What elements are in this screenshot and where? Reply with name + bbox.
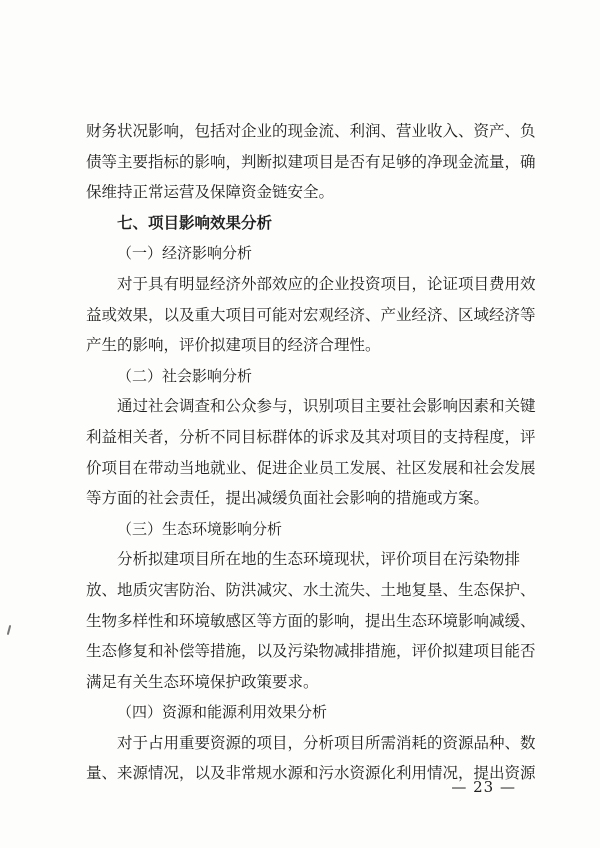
text-line: 放、地质灾害防治、防洪减灾、水土流失、土地复垦、生态保护、 [86,580,536,599]
text-line: 量、来源情况，以及非常规水源和污水资源化利用情况，提出资源 [86,764,536,783]
text-line: 等方面的社会责任，提出减缓负面社会影响的措施或方案。 [86,489,490,508]
text-line: 保维持正常运营及保障资金链安全。 [86,183,335,202]
text-line: 满足有关生态环境保护政策要求。 [86,672,319,691]
text-line: 利益相关者，分析不同目标群体的诉求及其对项目的支持程度，评 [86,427,536,446]
text-line: 通过社会调查和公众参与，识别项目主要社会影响因素和关键 [117,397,536,416]
text-line: 价项目在带动当地就业、促进企业员工发展、社区发展和社会发展 [86,458,536,477]
text-line: 分析拟建项目所在地的生态环境现状，评价项目在污染物排 [117,550,521,569]
subsection-heading: （四）资源和能源利用效果分析 [117,703,328,722]
text-line: 财务状况影响，包括对企业的现金流、利润、营业收入、资产、负 [86,122,536,140]
text-line: 对于具有明显经济外部效应的企业投资项目，论证项目费用效 [117,274,536,293]
section-heading: 七、项目影响效果分析 [117,213,273,232]
document-body [86,116,536,789]
page-number: — 23 — [451,778,516,796]
text-line: 益或效果，以及重大项目可能对宏观经济、产业经济、区域经济等 [86,305,536,324]
text-line: 生态修复和补偿等措施，以及污染物减排措施，评价拟建项目能否 [86,642,536,661]
scan-mark [7,625,12,635]
text-line: 债等主要指标的影响，判断拟建项目是否有足够的净现金流量，确 [86,152,536,171]
subsection-heading: （一）经济影响分析 [117,244,253,263]
subsection-heading: （二）社会影响分析 [117,366,253,385]
subsection-heading: （三）生态环境影响分析 [117,519,283,538]
text-line: 产生的影响，评价拟建项目的经济合理性。 [86,336,381,355]
text-line: 对于占用重要资源的项目，分析项目所需消耗的资源品种、数 [117,733,536,752]
text-line: 生物多样性和环境敏感区等方面的影响，提出生态环境影响减缓、 [86,611,536,630]
